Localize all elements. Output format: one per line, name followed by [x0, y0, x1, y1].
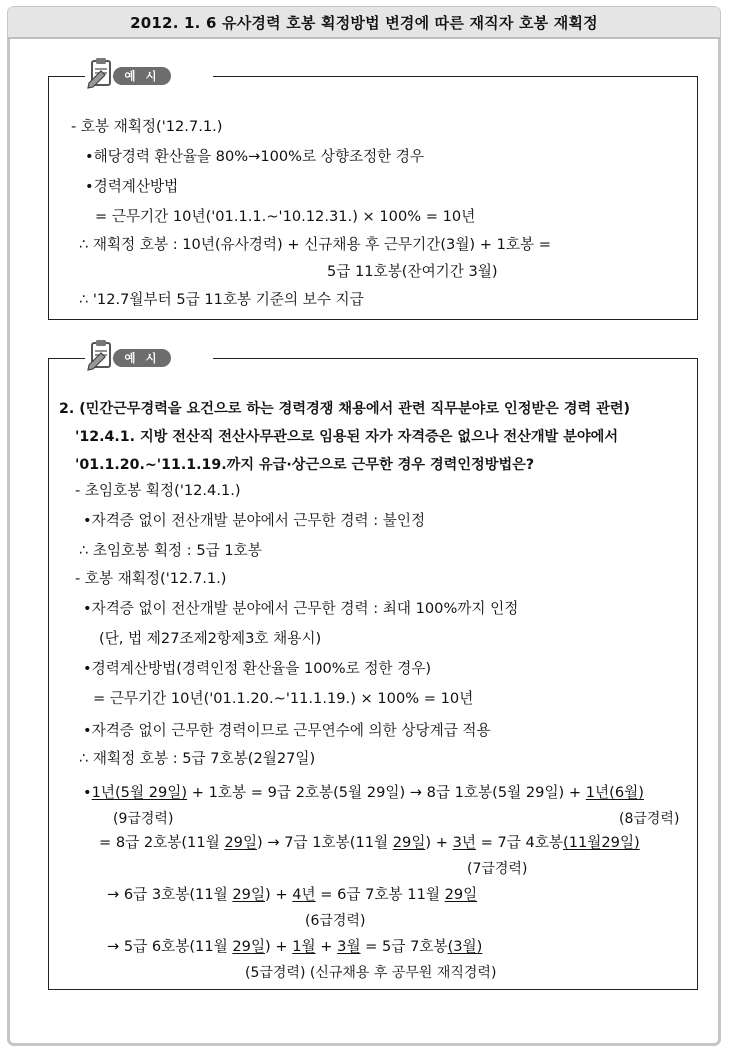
- text-line: = 근무기간 10년('01.1.20.~'11.1.19.) × 100% = 10년: [93, 690, 474, 707]
- calc-text: ) +: [425, 834, 453, 851]
- question-line: '12.4.1. 지방 전산직 전산사무관으로 임용된 자가 자격증은 없으나 전산개발 분야에서: [75, 429, 619, 445]
- calc-text: ) +: [265, 938, 293, 955]
- text-line: •자격증 없이 근무한 경력이므로 근무연수에 의한 상당계급 적용: [83, 722, 491, 739]
- example-badge: [85, 55, 213, 91]
- text-line: ∴ 초임호봉 획정 : 5급 1호봉: [79, 542, 262, 559]
- page-title: 2012. 1. 6 유사경력 호봉 획정방법 변경에 따른 재직자 호봉 재획정: [8, 7, 720, 39]
- text-line: ∴ 재획정 호봉 : 5급 7호봉(2월27일): [79, 750, 316, 767]
- calc-text: = 8급 2호봉(11월: [99, 834, 225, 851]
- calc-row-4: [107, 937, 482, 957]
- calc-row-3: [107, 885, 477, 905]
- example-box-1: [48, 69, 698, 320]
- text-line: - 호봉 재획정('12.7.1.): [71, 118, 223, 135]
- underlined-term: 29일: [232, 886, 266, 903]
- text-line: = 근무기간 10년('01.1.1.~'10.12.31.) × 100% = 10년: [95, 208, 476, 225]
- underlined-term: (3월): [447, 938, 483, 955]
- text-line: (단, 법 제27조제2항제3호 채용시): [99, 630, 322, 647]
- example-badge-label: 예 시: [113, 67, 171, 85]
- bullet: •: [83, 784, 92, 801]
- calc-text: → 6급 3호봉(11월: [107, 886, 233, 903]
- underlined-term: 1년(6월): [585, 784, 644, 801]
- question-line: 2. (민간근무경력을 요건으로 하는 경력경쟁 채용에서 관련 직무분야로 인정받은 경력 관련): [59, 401, 631, 417]
- calc-text: ) → 7급 1호봉(11월: [257, 834, 393, 851]
- underlined-term: 29일: [392, 834, 426, 851]
- calc-row-1: [83, 783, 644, 803]
- calc-row-2: [99, 833, 640, 853]
- underlined-term: 29일: [444, 886, 478, 903]
- text-line: •경력계산방법(경력인정 환산율을 100%로 정한 경우): [83, 660, 432, 677]
- text-line: - 호봉 재획정('12.7.1.): [75, 570, 227, 587]
- calc-text: = 6급 7호봉 11월: [315, 886, 445, 903]
- underlined-term: 1월: [292, 938, 316, 955]
- text-line: •경력계산방법: [85, 178, 179, 195]
- grade-note: (6급경력): [305, 913, 366, 929]
- calc-text: + 1호봉 = 9급 2호봉(5월 29일) → 8급 1호봉(5월 29일) +: [187, 784, 586, 801]
- text-line: •자격증 없이 전산개발 분야에서 근무한 경력 : 최대 100%까지 인정: [83, 600, 519, 617]
- text-line: 5급 11호봉(잔여기간 3월): [327, 263, 498, 280]
- example-badge: [85, 337, 213, 373]
- calc-text: → 5급 6호봉(11월: [107, 938, 233, 955]
- grade-note: (7급경력): [467, 861, 528, 877]
- underlined-term: 29일: [224, 834, 258, 851]
- underlined-term: 1년(5월 29일): [91, 784, 188, 801]
- text-line: ∴ '12.7월부터 5급 11호봉 기준의 보수 지급: [79, 291, 364, 308]
- example-box-2: [48, 351, 698, 990]
- underlined-term: (11월29일): [563, 834, 640, 851]
- underlined-term: 3년: [452, 834, 477, 851]
- question-line: '01.1.20.~'11.1.19.까지 유급·상근으로 근무한 경우 경력인정방법은?: [75, 457, 535, 473]
- grade-note: (8급경력): [619, 811, 680, 827]
- example-badge-label: 예 시: [113, 349, 171, 367]
- text-line: ∴ 재획정 호봉 : 10년(유사경력) + 신규채용 후 근무기간(3월) + 1호봉 =: [79, 236, 551, 253]
- underlined-term: 29일: [232, 938, 266, 955]
- underlined-term: 3월: [337, 938, 361, 955]
- text-line: •자격증 없이 전산개발 분야에서 근무한 경력 : 불인정: [83, 512, 426, 529]
- grade-note: (5급경력) (신규채용 후 공무원 재직경력): [245, 965, 497, 981]
- text-line: - 초임호봉 획정('12.4.1.): [75, 482, 241, 499]
- calc-text: +: [315, 938, 338, 955]
- calc-text: ) +: [265, 886, 293, 903]
- grade-note: (9급경력): [113, 811, 174, 827]
- text-line: •해당경력 환산율을 80%→100%로 상향조정한 경우: [85, 148, 425, 165]
- calc-text: = 5급 7호봉: [360, 938, 448, 955]
- underlined-term: 4년: [292, 886, 316, 903]
- calc-text: = 7급 4호봉: [476, 834, 564, 851]
